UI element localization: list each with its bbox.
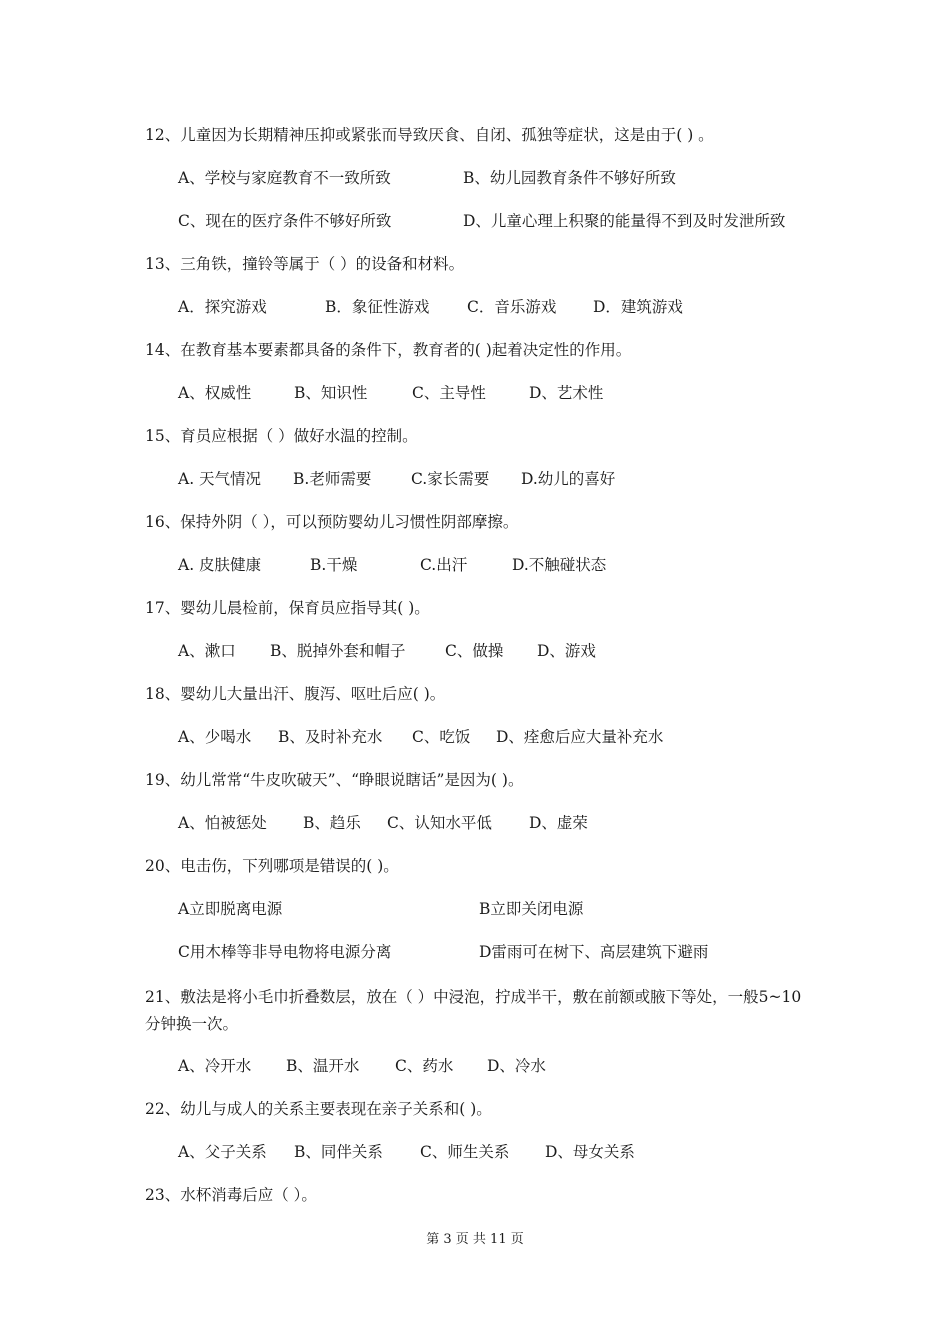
option-d: D、游戏 bbox=[537, 642, 596, 660]
option-row bbox=[145, 1141, 815, 1164]
option-row bbox=[145, 1055, 815, 1078]
option-c: C．音乐游戏 bbox=[467, 298, 557, 316]
option-b: B.老师需要 bbox=[293, 470, 372, 488]
option-c: C、现在的医疗条件不够好所致 bbox=[178, 212, 392, 230]
question-16 bbox=[145, 511, 815, 577]
option-b: B.干燥 bbox=[310, 556, 358, 574]
option-d: D、虚荣 bbox=[529, 814, 588, 832]
option-c: C、做操 bbox=[445, 642, 504, 660]
page-footer: 第 3 页 共 11 页 bbox=[426, 1232, 524, 1247]
question-list bbox=[145, 124, 815, 1227]
option-row bbox=[145, 554, 815, 577]
question-stem: 14、在教育基本要素都具备的条件下，教育者的( )起着决定性的作用。 bbox=[145, 341, 632, 359]
option-d: D．建筑游戏 bbox=[593, 298, 683, 316]
option-a: A、学校与家庭教育不一致所致 bbox=[178, 169, 391, 187]
option-b: B．象征性游戏 bbox=[325, 298, 430, 316]
question-stem: 12、儿童因为长期精神压抑或紧张而导致厌食、自闭、孤独等症状，这是由于( ) 。 bbox=[145, 126, 714, 144]
question-stem: 22、幼儿与成人的关系主要表现在亲子关系和( )。 bbox=[145, 1100, 492, 1118]
question-stem: 18、婴幼儿大量出汗、腹泻、呕吐后应( )。 bbox=[145, 685, 446, 703]
question-14 bbox=[145, 339, 815, 405]
option-b: B、同伴关系 bbox=[294, 1143, 383, 1161]
option-d: D、痊愈后应大量补充水 bbox=[496, 728, 664, 746]
option-b: B、趋乐 bbox=[303, 814, 361, 832]
question-22 bbox=[145, 1098, 815, 1164]
option-c: C.家长需要 bbox=[411, 470, 490, 488]
option-row bbox=[145, 640, 815, 663]
option-a: A、漱口 bbox=[178, 642, 236, 660]
question-stem: 16、保持外阴（ ），可以预防婴幼儿习惯性阴部摩擦。 bbox=[145, 513, 519, 531]
question-23 bbox=[145, 1184, 815, 1207]
option-a: A．探究游戏 bbox=[178, 298, 267, 316]
option-a: A、怕被惩处 bbox=[178, 814, 267, 832]
question-stem: 20、电击伤，下列哪项是错误的( )。 bbox=[145, 857, 399, 875]
option-b: B、及时补充水 bbox=[278, 728, 383, 746]
option-a: A、少喝水 bbox=[178, 728, 252, 746]
question-19 bbox=[145, 769, 815, 835]
option-row bbox=[145, 941, 815, 964]
option-d: D、母女关系 bbox=[545, 1143, 635, 1161]
question-stem: 17、婴幼儿晨检前，保育员应指导其( )。 bbox=[145, 599, 430, 617]
question-21 bbox=[145, 984, 815, 1078]
option-d: D、冷水 bbox=[487, 1057, 546, 1075]
option-row bbox=[145, 210, 815, 233]
option-c: C用木棒等非导电物将电源分离 bbox=[178, 943, 392, 961]
option-row bbox=[145, 167, 815, 190]
question-stem: 21、敷法是将小毛巾折叠数层，放在（ ）中浸泡，拧成半干，敷在前额或腋下等处，一般5~10分钟换一次。 bbox=[145, 988, 802, 1033]
option-a: A、冷开水 bbox=[178, 1057, 252, 1075]
option-b: B、温开水 bbox=[286, 1057, 360, 1075]
option-row bbox=[145, 726, 815, 749]
question-13 bbox=[145, 253, 815, 319]
option-b: B、脱掉外套和帽子 bbox=[270, 642, 406, 660]
option-b: B立即关闭电源 bbox=[479, 900, 584, 918]
option-c: C、药水 bbox=[395, 1057, 454, 1075]
option-b: B、幼儿园教育条件不够好所致 bbox=[463, 169, 676, 187]
option-c: C、主导性 bbox=[412, 384, 486, 402]
option-a: A立即脱离电源 bbox=[178, 900, 283, 918]
question-stem: 23、水杯消毒后应（ ）。 bbox=[145, 1186, 317, 1204]
option-a: A. 皮肤健康 bbox=[178, 556, 262, 574]
option-d: D、儿童心理上积聚的能量得不到及时发泄所致 bbox=[463, 212, 786, 230]
option-a: A. 天气情况 bbox=[178, 470, 262, 488]
option-c: C、吃饭 bbox=[412, 728, 471, 746]
question-stem: 13、三角铁，撞铃等属于（ ）的设备和材料。 bbox=[145, 255, 465, 273]
question-stem: 15、育员应根据（ ）做好水温的控制。 bbox=[145, 427, 418, 445]
option-a: A、父子关系 bbox=[178, 1143, 267, 1161]
option-d: D.不触碰状态 bbox=[512, 556, 607, 574]
question-20 bbox=[145, 855, 815, 964]
option-row bbox=[145, 812, 815, 835]
option-row bbox=[145, 296, 815, 319]
option-c: C.出汗 bbox=[420, 556, 468, 574]
option-row bbox=[145, 382, 815, 405]
question-stem: 19、幼儿常常“牛皮吹破天”、“睁眼说瞎话”是因为( )。 bbox=[145, 771, 524, 789]
option-row bbox=[145, 468, 815, 491]
option-row bbox=[145, 898, 815, 921]
option-d: D、艺术性 bbox=[529, 384, 604, 402]
question-12 bbox=[145, 124, 815, 233]
question-15 bbox=[145, 425, 815, 491]
question-17 bbox=[145, 597, 815, 663]
option-b: B、知识性 bbox=[294, 384, 368, 402]
option-a: A、权威性 bbox=[178, 384, 252, 402]
option-c: C、认知水平低 bbox=[387, 814, 492, 832]
option-c: C、师生关系 bbox=[420, 1143, 510, 1161]
option-d: D雷雨可在树下、高层建筑下避雨 bbox=[479, 943, 709, 961]
question-18 bbox=[145, 683, 815, 749]
option-d: D.幼儿的喜好 bbox=[521, 470, 616, 488]
